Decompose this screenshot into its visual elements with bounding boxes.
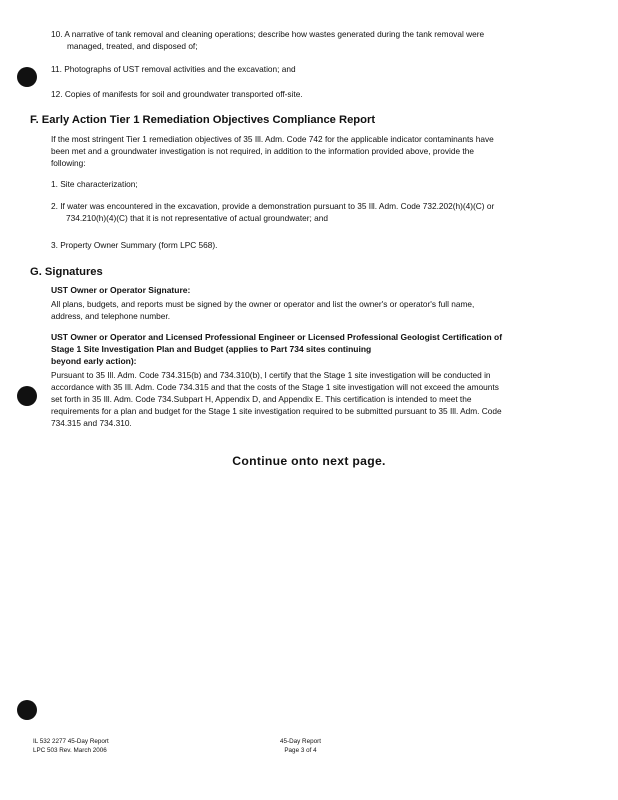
- section-f-item-1: 1. Site characterization;: [51, 179, 138, 189]
- footer-form-id: [33, 737, 109, 755]
- certification-line4: requirements for a plan and budget for the Stage 1 site investigation required to be submitted pursuant to 35 Ill. Adm. Code: [51, 406, 502, 416]
- punch-hole-middle: [17, 386, 37, 406]
- owner-signature-subheading: UST Owner or Operator Signature:: [51, 285, 191, 295]
- certification-line1: Pursuant to 35 Ill. Adm. Code 734.315(b) and 734.310(b), I certify that the Stage 1 site investigation will be conducted in: [51, 370, 491, 380]
- signature-requirements-line1: All plans, budgets, and reports must be signed by the owner or operator and list the owner's or operator's full name,: [51, 299, 475, 309]
- list-item-10: [51, 28, 561, 52]
- footer-page-info: [280, 737, 321, 755]
- section-f-item-2: [51, 200, 561, 224]
- section-f-item-2-line2: 734.210(h)(4)(C) that it is not representative of actual groundwater; and: [66, 213, 328, 223]
- certification-line3: set forth in 35 Ill. Adm. Code 734.Subpart H, Appendix D, and Appendix E. This certification is intended to meet the: [51, 394, 472, 404]
- list-item-10-line1: 10. A narrative of tank removal and cleaning operations; describe how wastes generated during the tank removal were: [51, 29, 485, 39]
- list-item-12: 12. Copies of manifests for soil and groundwater transported off-site.: [51, 89, 303, 99]
- section-g-heading: G. Signatures: [30, 266, 103, 278]
- punch-hole-top: [17, 67, 37, 87]
- continue-note: Continue onto next page.: [232, 454, 386, 468]
- certification-subheading: [51, 331, 571, 367]
- footer-form-id-line2: LPC 503 Rev. March 2006: [33, 747, 107, 754]
- signature-requirements-line2: address, and telephone number.: [51, 311, 171, 321]
- signature-requirements-paragraph: [51, 298, 561, 322]
- footer-report-title: 45-Day Report: [280, 738, 321, 745]
- footer-page-number: Page 3 of 4: [284, 747, 317, 754]
- certification-subheading-line3: beyond early action):: [51, 356, 137, 366]
- certification-line2: accordance with 35 Ill. Adm. Code 734.315 and that the costs of the Stage 1 site investigation will not exceed the amounts: [51, 382, 499, 392]
- punch-hole-bottom: [17, 700, 37, 720]
- section-f-heading: F. Early Action Tier 1 Remediation Objectives Compliance Report: [30, 114, 376, 126]
- certification-paragraph: [51, 369, 566, 429]
- section-f-item-2-line1: 2. If water was encountered in the excavation, provide a demonstration pursuant to 35 Ill. Adm. Code 732.202(h)(4)(C) or: [51, 201, 495, 211]
- certification-subheading-line1: UST Owner or Operator and Licensed Professional Engineer or Licensed Professional Geologist Certification of: [51, 332, 503, 342]
- section-f-intro-line1: If the most stringent Tier 1 remediation objectives of 35 Ill. Adm. Code 742 for the applicable indicator contaminants have: [51, 134, 494, 144]
- list-item-11: 11. Photographs of UST removal activities and the excavation; and: [51, 64, 296, 74]
- section-f-item-3: 3. Property Owner Summary (form LPC 568).: [51, 240, 218, 250]
- certification-subheading-line2: Stage 1 Site Investigation Plan and Budget (applies to Part 734 sites continuing: [51, 344, 372, 354]
- list-item-10-line2: managed, treated, and disposed of;: [67, 41, 198, 51]
- section-f-intro-line2: been met and a groundwater investigation is not required, in addition to the information provided above, provide the: [51, 146, 474, 156]
- certification-line5: 734.315 and 734.310.: [51, 418, 132, 428]
- footer-form-id-line1: IL 532 2277 45-Day Report: [33, 738, 109, 745]
- section-f-intro: [51, 133, 561, 169]
- section-f-intro-line3: following:: [51, 158, 86, 168]
